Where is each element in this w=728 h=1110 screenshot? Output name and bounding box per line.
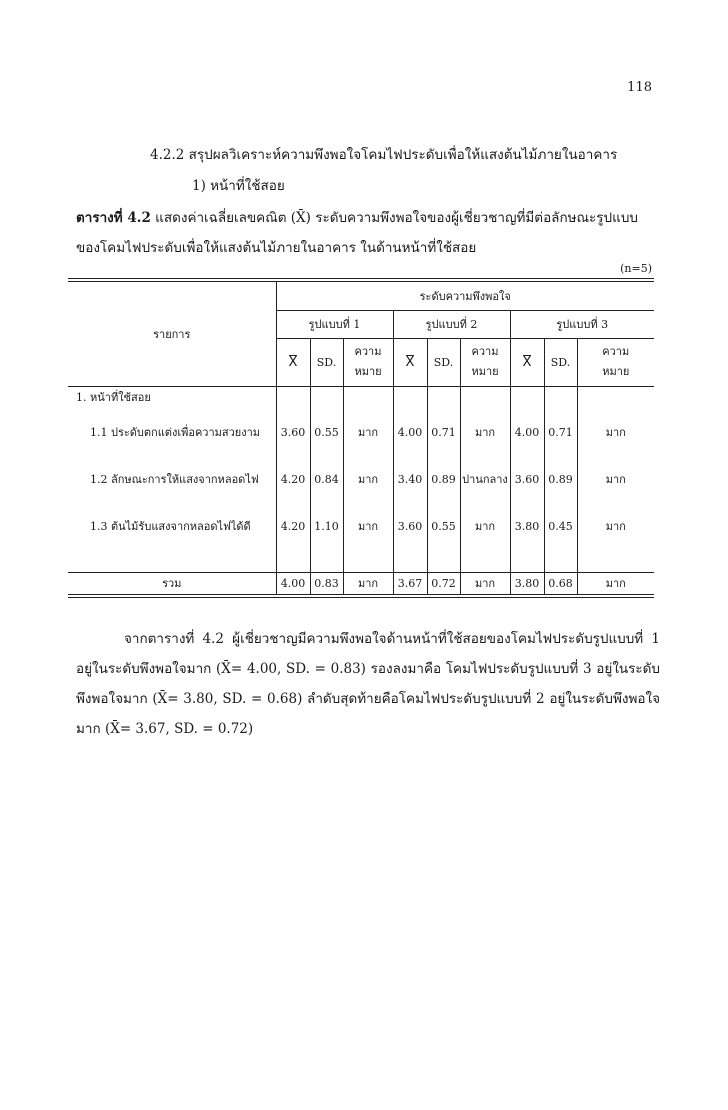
section-heading: 4.2.2 สรุปผลวิเคราะห์ความพึงพอใจโคมไฟประดับเพื่อให้แสงต้นไม้ภายในอาคาร xyxy=(150,147,618,163)
header-sd-3: SD. xyxy=(544,338,577,386)
meaning-cell: มาก xyxy=(577,408,654,456)
sd-cell: 0.83 xyxy=(310,572,343,594)
meaning-cell: ปานกลาง xyxy=(460,456,510,502)
satisfaction-table xyxy=(68,278,654,598)
meaning-cell: มาก xyxy=(577,572,654,594)
mean-cell: 3.80 xyxy=(510,572,544,594)
summary-paragraph xyxy=(76,624,660,744)
header-model-1: รูปแบบที่ 1 xyxy=(276,310,393,338)
meaning-cell: มาก xyxy=(343,572,393,594)
row-label: 1.2 ลักษณะการให้แสงจากหลอดไฟ xyxy=(90,473,259,486)
header-satisfaction: ระดับความพึงพอใจ xyxy=(276,282,654,310)
mean-cell: 3.60 xyxy=(276,408,310,456)
sd-cell: 0.68 xyxy=(544,572,577,594)
summary-text: จากตารางที่ 4.2 ผู้เชี่ยวชาญมีความพึงพอใจด้านหน้าที่ใช้สอยของโคมไฟประดับรูปแบบที่ 1 อยู่ในระดับพึงพอใจมาก (X̄= 4.00, SD. = 0.83) รองลงมาคือ โคมไฟประดับรูปแบบที่ 3 อยู่ในระดับพึงพอใจมาก (X̄= 3.80, SD. = 0.68) ลำดับสุดท้ายคือโคมไฟประดับรูปแบบที่ 2 อยู่ในระดับพึงพอใจมาก (X̄= 3.67, SD. = 0.72) xyxy=(76,631,660,737)
header-mean-1: X xyxy=(276,338,310,386)
meaning-cell: มาก xyxy=(577,456,654,502)
meaning-cell: มาก xyxy=(343,408,393,456)
meaning-cell: มาก xyxy=(343,456,393,502)
table-row xyxy=(68,456,654,502)
sample-size-note: (n=5) xyxy=(620,262,652,275)
total-label: รวม xyxy=(68,572,276,594)
header-sd-1: SD. xyxy=(310,338,343,386)
sd-cell: 0.89 xyxy=(427,456,460,502)
mean-cell: 3.67 xyxy=(393,572,427,594)
sd-cell: 0.71 xyxy=(427,408,460,456)
mean-cell: 3.60 xyxy=(510,456,544,502)
meaning-cell: มาก xyxy=(460,502,510,550)
meaning-cell: มาก xyxy=(343,502,393,550)
header-items: รายการ xyxy=(68,282,276,386)
meaning-cell: มาก xyxy=(460,572,510,594)
subsection-heading: 1) หน้าที่ใช้สอย xyxy=(192,178,285,194)
row-label: 1.1 ประดับตกแต่งเพื่อความสวยงาม xyxy=(90,426,261,439)
row-label: 1.3 ต้นไม้รับแสงจากหลอดไฟได้ดี xyxy=(90,520,251,533)
sd-cell: 0.84 xyxy=(310,456,343,502)
sd-cell: 0.89 xyxy=(544,456,577,502)
sd-cell: 0.71 xyxy=(544,408,577,456)
mean-cell: 4.00 xyxy=(276,572,310,594)
meaning-cell: มาก xyxy=(460,408,510,456)
sd-cell: 0.72 xyxy=(427,572,460,594)
header-meaning-3: ความ หมาย xyxy=(577,338,654,386)
sd-cell: 0.45 xyxy=(544,502,577,550)
mean-cell: 3.60 xyxy=(393,502,427,550)
mean-cell: 4.20 xyxy=(276,456,310,502)
sd-cell: 0.55 xyxy=(310,408,343,456)
page-number: 118 xyxy=(627,80,652,95)
header-meaning-1: ความ หมาย xyxy=(343,338,393,386)
table-row xyxy=(68,502,654,550)
table-row xyxy=(68,408,654,456)
meaning-cell: มาก xyxy=(577,502,654,550)
header-mean-2: X xyxy=(393,338,427,386)
total-row xyxy=(68,572,654,594)
mean-cell: 3.40 xyxy=(393,456,427,502)
sd-cell: 1.10 xyxy=(310,502,343,550)
mean-cell: 4.00 xyxy=(510,408,544,456)
mean-cell: 3.80 xyxy=(510,502,544,550)
group-label: 1. หน้าที่ใช้สอย xyxy=(76,391,151,405)
table-caption xyxy=(76,203,660,263)
header-model-2: รูปแบบที่ 2 xyxy=(393,310,510,338)
header-sd-2: SD. xyxy=(427,338,460,386)
sd-cell: 0.55 xyxy=(427,502,460,550)
mean-cell: 4.20 xyxy=(276,502,310,550)
mean-cell: 4.00 xyxy=(393,408,427,456)
header-mean-3: X xyxy=(510,338,544,386)
table-bottom-rule xyxy=(68,594,654,598)
caption-text: แสดงค่าเฉลี่ยเลขคณิต (X̄) ระดับความพึงพอใจของผู้เชี่ยวชาญที่มีต่อลักษณะรูปแบบของโคมไฟประดับเพื่อให้แสงต้นไม้ภายในอาคาร ในด้านหน้าที่ใช้สอย xyxy=(76,210,638,256)
header-model-3: รูปแบบที่ 3 xyxy=(510,310,654,338)
caption-label: ตารางที่ 4.2 xyxy=(76,210,151,226)
header-meaning-2: ความ หมาย xyxy=(460,338,510,386)
